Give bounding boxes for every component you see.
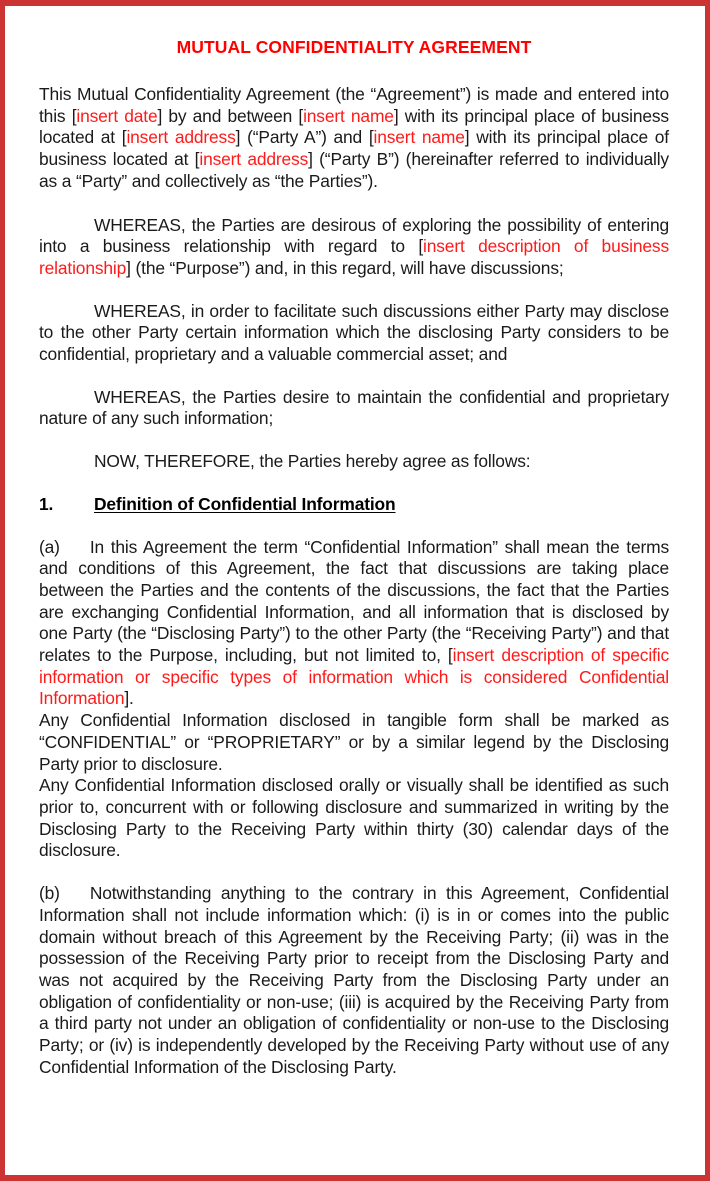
bracket-open: [ [368, 127, 374, 148]
clause-1a-tangible-form: Any Confidential Information disclosed in tangible form shall be marked as “CONFIDENTIAL” or “PROPRIETARY” or by a similar legend by the Disclosing Party prior to disclosure. [39, 710, 669, 774]
preamble-text-3: with its principal place of business located at [39, 105, 669, 148]
preamble-text-6: (“Party B”) (hereinafter referred to individually as a “Party” and collectively as “the Parties”). [39, 149, 669, 191]
preamble-text-1: This Mutual Confidentiality Agreement (the “Agreement”) is made and entered into this [39, 84, 669, 126]
recital-whereas-1 [39, 215, 669, 280]
page-content-area [5, 6, 705, 1175]
document-title: MUTUAL CONFIDENTIALITY AGREEMENT [176, 37, 532, 57]
bracket-close: ] [157, 105, 163, 126]
placeholder-insert-address-a: insert address [126, 127, 236, 148]
bracket-close: ] [124, 688, 130, 709]
bracket-close: ] [393, 105, 399, 126]
clause-1b [39, 883, 669, 1078]
placeholder-specific-information: insert description of specific information or specific types of information which is considered Confidential Information [39, 645, 669, 709]
section-1-title: Definition of Confidential Information [94, 493, 396, 514]
bracket-close: ] [235, 127, 241, 148]
clause-1a-oral-disclosure: Any Confidential Information disclosed orally or visually shall be identified as such prior to, concurrent with or following disclosure and summarized in writing by the Disclosing Party to the Receiving Party within thirty (30) calendar days of the disclosure. [39, 775, 669, 861]
clause-1b-label: (b) [39, 883, 60, 904]
placeholder-insert-name-a: insert name [303, 105, 394, 126]
document-sheet [17, 15, 693, 1166]
bracket-close: ] [308, 149, 313, 170]
section-1-number: 1. [39, 493, 54, 514]
placeholder-insert-address-b: insert address [199, 149, 309, 170]
bracket-open: [ [194, 149, 200, 170]
bracket-close: ] [126, 257, 131, 278]
spacer [39, 280, 669, 301]
preamble-text-2: by and between [162, 105, 299, 126]
bracket-close: ] [464, 127, 470, 148]
recital-whereas-2: WHEREAS, in order to facilitate such discussions either Party may disclose to the other Party certain information which the disclosing Party considers to be confidential, proprietary and a valuable commercial asset; and [39, 300, 669, 365]
bracket-open: [ [418, 236, 424, 257]
spacer [39, 430, 669, 451]
spacer [39, 862, 669, 883]
recital-now-therefore: NOW, THEREFORE, the Parties hereby agree as follows: [94, 451, 531, 472]
placeholder-insert-date: insert date [76, 105, 158, 126]
spacer [39, 366, 669, 387]
recital-whereas-3: WHEREAS, the Parties desire to maintain the confidential and proprietary nature of any such information; [39, 386, 669, 429]
clause-1b-text: Notwithstanding anything to the contrary in this Agreement, Confidential Information shall not include information which: (i) is in or comes into the public domain without breach of this Agreement by the Receiving Party; (ii) was in the possession of the Receiving Party prior to receipt from the Disclosing Party and was not acquired by the Receiving Party from the Disclosing Party under an obligation of confidentiality or non-use; (iii) is acquired by the Receiving Party from a third party not under an obligation of confidentiality or non-use to the Disclosing Party; or (iv) is independently developed by the Receiving Party without use of any Confidential Information of the Disclosing Party. [39, 883, 669, 1077]
whereas-1-text-2: (the “Purpose”) and, in this regard, will have discussions; [130, 257, 564, 278]
placeholder-insert-name-b: insert name [373, 127, 465, 148]
clause-1a [39, 537, 669, 711]
bracket-open: [ [121, 127, 127, 148]
clause-1a-label: (a) [39, 536, 60, 557]
spacer [39, 193, 669, 215]
placeholder-business-relationship: insert description of business relationship [39, 236, 669, 278]
clause-1a-text-2: . [129, 688, 134, 709]
clause-1a-text-1: In this Agreement the term “Confidential Information” shall mean the terms and conditions of this Agreement, the fact that discussions are taking place between the Parties and the contents of the discussions, the fact that the Parties are exchanging Confidential Information, and all information that is disclosed by one Party (the “Disclosing Party”) to the other Party (the “Receiving Party”) and that relates to the Purpose, including, but not limited to, [39, 536, 669, 666]
preamble-text-4: (“Party A”) and [240, 127, 369, 148]
spacer [39, 516, 669, 537]
bracket-open: [ [298, 105, 304, 126]
preamble-text-5: with its principal place of business located at [39, 127, 669, 170]
whereas-1-text-1: WHEREAS, the Parties are desirous of exploring the possibility of entering into a business relationship with regard to [39, 214, 669, 257]
preamble-paragraph [39, 84, 669, 193]
spacer [39, 473, 669, 494]
bracket-open: [ [447, 645, 453, 666]
bracket-open: [ [71, 105, 77, 126]
section-1-heading [39, 494, 669, 516]
